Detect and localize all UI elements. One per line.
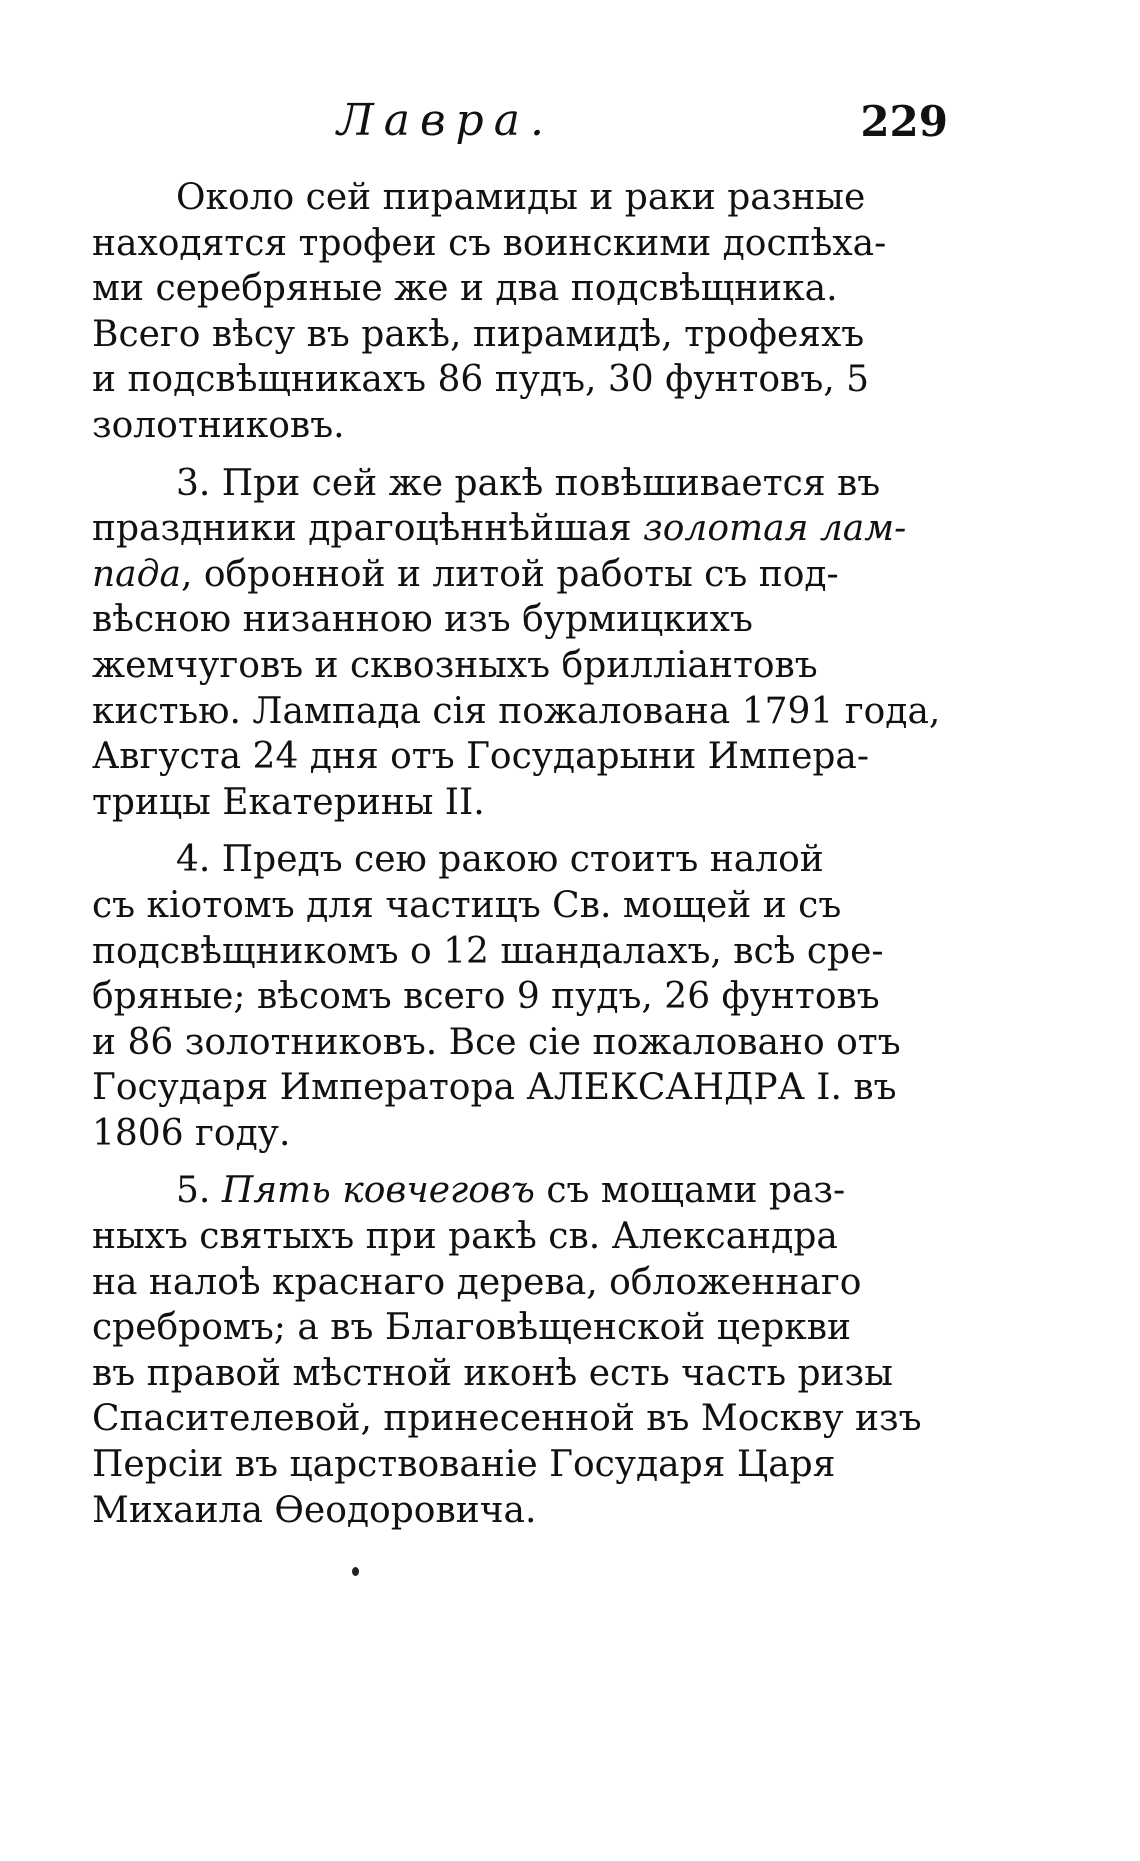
text-line: бряные; вѣсомъ всего 9 пудъ, 26 фунтовъ bbox=[92, 976, 880, 1018]
running-head: Лавра. bbox=[337, 95, 554, 146]
text-line: вѣсною низанною изъ бурмицкихъ bbox=[92, 599, 753, 641]
text-line: кистью. Лампада сія пожалована 1791 года, bbox=[92, 690, 941, 732]
text-line: ныхъ святыхъ при ракѣ св. Александра bbox=[92, 1216, 838, 1258]
paragraph-5-body bbox=[92, 1214, 954, 1533]
paragraph-5-first-line bbox=[92, 1168, 954, 1214]
text-segment: праздники драгоцѣннѣйшая bbox=[92, 508, 632, 550]
text-line: сребромъ; а въ Благовѣщенской церкви bbox=[92, 1307, 852, 1349]
text-line: на налоѣ краснаго дерева, обложеннаго bbox=[92, 1261, 862, 1303]
text-segment: съ мощами раз- bbox=[546, 1170, 846, 1212]
text-line: Михаила Ѳеодоровича. bbox=[92, 1489, 537, 1531]
text-line: Августа 24 дня отъ Государыни Импера- bbox=[92, 736, 870, 778]
italic-term: Пять ковчеговъ bbox=[221, 1170, 535, 1212]
paragraph-1 bbox=[92, 175, 954, 221]
end-mark bbox=[352, 1567, 359, 1576]
page-header bbox=[92, 95, 954, 175]
text-line: 4. Предъ сею ракою стоитъ налой bbox=[176, 839, 824, 881]
text-line: находятся трофеи съ воинскими доспѣха- bbox=[92, 222, 887, 264]
text-line: и 86 золотниковъ. Все сіе пожаловано отъ bbox=[92, 1021, 901, 1063]
text-line: 3. При сей же ракѣ повѣшивается въ bbox=[176, 462, 881, 504]
paragraph-4-body bbox=[92, 883, 954, 1157]
paragraph-1-body bbox=[92, 221, 954, 449]
text-line bbox=[92, 506, 954, 552]
text-line: жемчуговъ и сквозныхъ брилліантовъ bbox=[92, 644, 818, 686]
page-number: 229 bbox=[860, 97, 948, 146]
text-line bbox=[92, 552, 954, 598]
book-page bbox=[92, 95, 954, 1533]
text-line: и подсвѣщникахъ 86 пудъ, 30 фунтовъ, 5 bbox=[92, 359, 870, 401]
text-line: Персіи въ царствованіе Государя Царя bbox=[92, 1444, 836, 1486]
text-line bbox=[176, 1168, 954, 1214]
paragraph-3-first-line bbox=[92, 461, 954, 507]
text-segment: 5. bbox=[176, 1170, 211, 1212]
text-line: въ правой мѣстной иконѣ есть часть ризы bbox=[92, 1352, 893, 1394]
italic-term: пада bbox=[92, 553, 181, 595]
italic-term: золотая лам- bbox=[643, 508, 907, 550]
text-line: ми серебряные же и два подсвѣщника. bbox=[92, 268, 838, 310]
text-line: золотниковъ. bbox=[92, 404, 345, 446]
text-line: подсвѣщникомъ о 12 шандалахъ, всѣ сре- bbox=[92, 930, 884, 972]
paragraph-4-first-line bbox=[92, 837, 954, 883]
text-line: съ кіотомъ для частицъ Св. мощей и съ bbox=[92, 884, 842, 926]
text-line: Спасителевой, принесенной въ Москву изъ bbox=[92, 1398, 922, 1440]
text-line: Государя Императора АЛЕКСАНДРА I. въ bbox=[92, 1067, 897, 1109]
paragraph-3-body bbox=[92, 506, 954, 825]
text-line: Около сей пирамиды и раки разные bbox=[176, 177, 866, 218]
text-line: трицы Екатерины II. bbox=[92, 781, 485, 823]
text-segment: , обронной и литой работы съ под- bbox=[180, 553, 839, 595]
text-line: 1806 году. bbox=[92, 1112, 291, 1154]
text-line: Всего вѣсу въ ракѣ, пирамидѣ, трофеяхъ bbox=[92, 313, 865, 355]
